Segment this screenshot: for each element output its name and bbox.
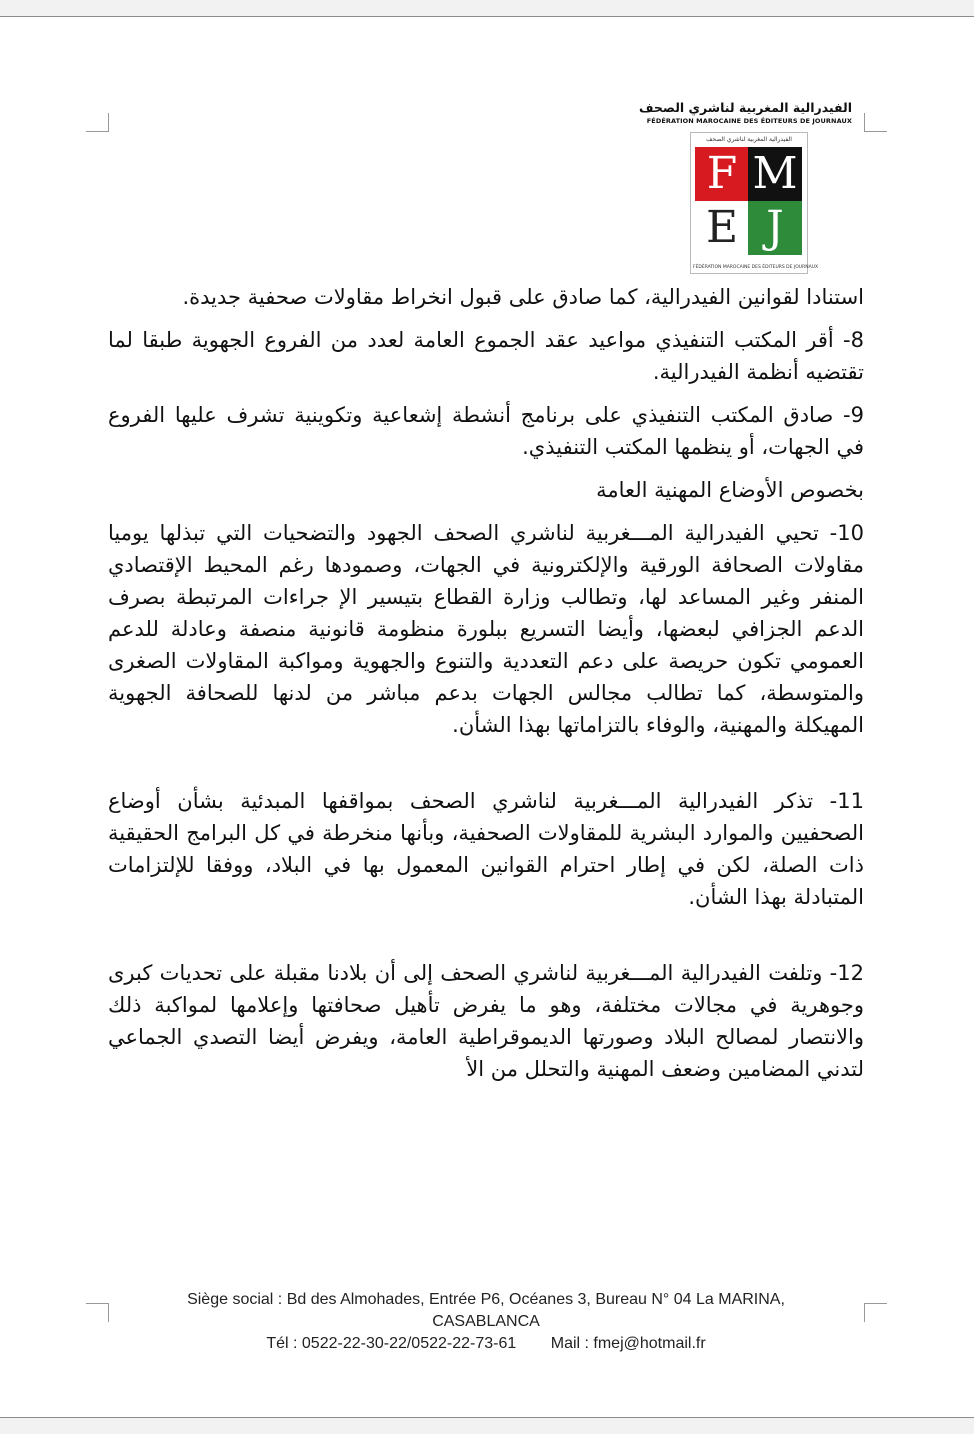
logo-french-caption: FÉDÉRATION MAROCAINE DES ÉDITEURS DE JOURNAUX — [693, 265, 819, 270]
footer-email: Mail : fmej@hotmail.fr — [550, 1335, 706, 1352]
footer-phone: Tél : 0522-22-30-22/0522-22-73-61 — [266, 1335, 517, 1352]
header-arabic-name: الفيدرالية المغربية لناشري الصحف — [639, 100, 852, 115]
paragraph-item-8: 8- أقر المكتب التنفيذي مواعيد عقد الجموع العامة لعدد من الفروع الجهوية طبقا لما تقتضيه أنظمة الفيدرالية. — [108, 328, 864, 384]
logo-letter-m: M — [748, 147, 802, 201]
section-heading: بخصوص الأوضاع المهنية العامة — [596, 478, 864, 502]
paragraph-item-9: 9- صادق المكتب التنفيذي على برنامج أنشطة إشعاعية وتكوينية تشرف عليها الفروع في الجهات، أو ينظمها المكتب التنفيذي. — [108, 403, 864, 459]
crop-mark-top-right — [864, 113, 887, 132]
footer-address-line2: CASABLANCA — [432, 1313, 540, 1330]
header-french-name: FÉDÉRATION MAROCAINE DES ÉDITEURS DE JOURNAUX — [646, 117, 852, 125]
logo-letter-e: E — [695, 201, 749, 255]
logo-arabic-caption: الفيدرالية المغربية لناشري الصحف — [706, 136, 792, 143]
footer-contact — [108, 1333, 864, 1355]
page-footer — [108, 1289, 864, 1355]
document-page — [0, 16, 974, 1418]
crop-mark-bottom-right — [864, 1303, 887, 1322]
paragraph-item-12: 12- وتلفت الفيدرالية المـــغربية لناشري الصحف إلى أن بلادنا مقبلة على تحديات كبرى وجوهرية في مجالات مختلفة، وهو ما يفرض تأهيل صحافتها وإعلامها لمواكبة ذلك والانتصار لمصالح البلاد وصورتها الديموقراطية العامة، ويفرض أيضا التصدي الجماعي لتدني المضامين وضعف المهنية والتحلل من الأ — [108, 961, 864, 1081]
fmej-logo — [690, 132, 819, 274]
paragraph-item-11: 11- تذكر الفيدرالية المـــغربية لناشري الصحف بمواقفها المبدئية بشأن أوضاع الصحفيين والموارد البشرية للمقاولات الصحفية، وبأنها منخرطة في كل البرامج الحقيقية ذات الصلة، لكن في إطار احترام القوانين المعمول بها في البلاد، ووفقا للإلتزامات المتبادلة بهذا الشأن. — [108, 789, 864, 909]
footer-address-line1: Siège social : Bd des Almohades, Entrée P6, Océanes 3, Bureau N° 04 La MARINA, — [187, 1291, 785, 1308]
logo-letter-f: F — [695, 147, 749, 201]
crop-mark-bottom-left — [86, 1303, 109, 1322]
document-body — [108, 281, 864, 1096]
paragraph-continuation: استنادا لقوانين الفيدرالية، كما صادق على قبول انخراط مقاولات صحفية جديدة. — [182, 285, 864, 309]
crop-mark-top-left — [86, 113, 109, 132]
paragraph-item-10: 10- تحيي الفيدرالية المـــغربية لناشري الصحف الجهود والتضحيات التي تبذلها يوميا مقاولات الصحافة الورقية والإلكترونية في الجهات، وصمودها رغم المحيط الإقتصادي المنفر وغير المساعد لها، وتطالب وزارة القطاع بتيسير الإ جراءات المرتبطة بصرف الدعم الجزافي لبعضها، وأيضا التسريع ببلورة منظومة قانونية منصفة وعادلة للدعم العمومي تكون حريصة على دعم التعددية والتنوع والجهوية ومواكبة المقاولات الصغرى والمتوسطة، كما تطالب مجالس الجهات بدعم مباشر من لدنها للصحافة الجهوية المهيكلة والمهنية، والوفاء بالتزاماتها بهذا الشأن. — [108, 521, 864, 737]
logo-letter-j: J — [748, 201, 802, 255]
